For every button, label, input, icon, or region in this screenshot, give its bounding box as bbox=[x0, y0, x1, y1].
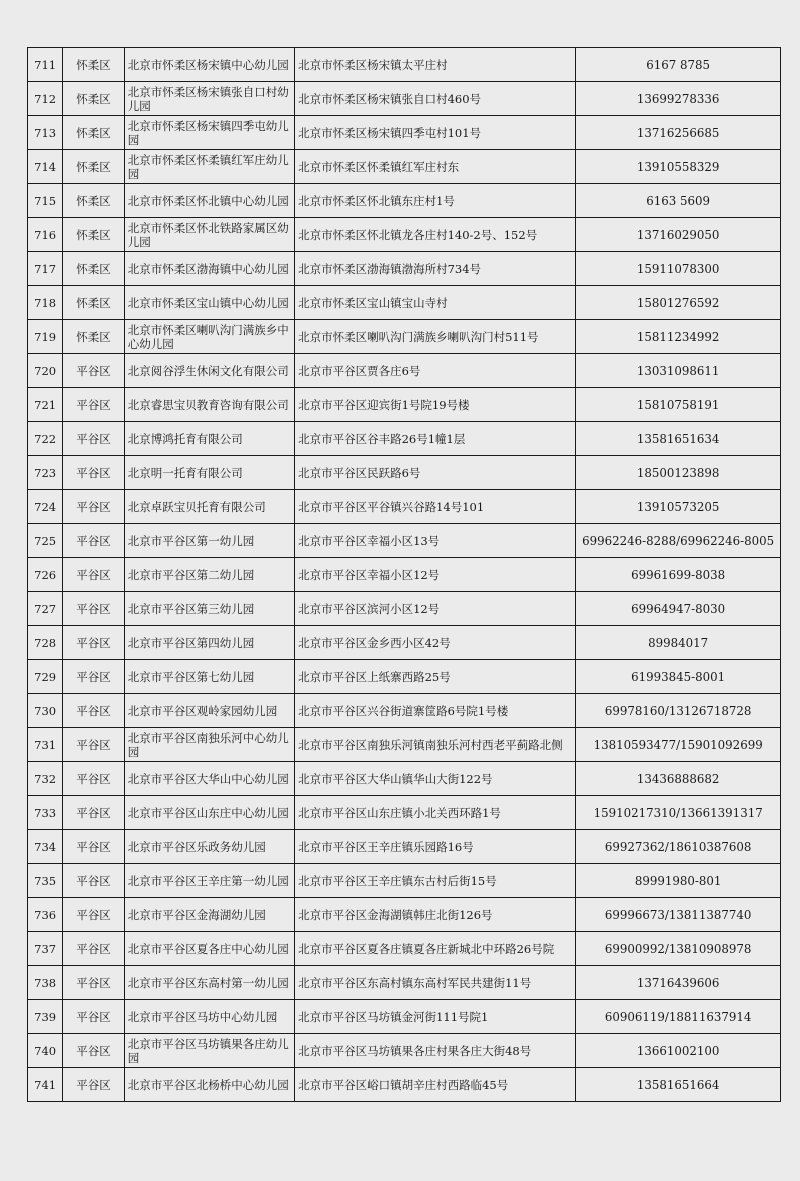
kindergarten-name-cell: 北京市怀柔区杨宋镇张自口村幼儿园 bbox=[124, 82, 294, 116]
address-cell: 北京市平谷区谷丰路26号1幢1层 bbox=[295, 422, 576, 456]
row-number: 739 bbox=[28, 1000, 63, 1034]
phone-cell: 69962246-8288/69962246-8005 bbox=[576, 524, 781, 558]
kindergarten-name-cell: 北京市平谷区马坊镇果各庄幼儿园 bbox=[124, 1034, 294, 1068]
table-row bbox=[28, 320, 781, 354]
row-number: 717 bbox=[28, 252, 63, 286]
phone-cell: 89984017 bbox=[576, 626, 781, 660]
table-row bbox=[28, 524, 781, 558]
table-row bbox=[28, 116, 781, 150]
kindergarten-name-cell: 北京市平谷区第二幼儿园 bbox=[124, 558, 294, 592]
phone-cell: 69961699-8038 bbox=[576, 558, 781, 592]
kindergarten-name-cell: 北京市平谷区马坊中心幼儿园 bbox=[124, 1000, 294, 1034]
phone-cell: 13031098611 bbox=[576, 354, 781, 388]
row-number: 713 bbox=[28, 116, 63, 150]
phone-cell: 13716256685 bbox=[576, 116, 781, 150]
district-cell: 平谷区 bbox=[63, 626, 124, 660]
district-cell: 平谷区 bbox=[63, 558, 124, 592]
kindergarten-name-cell: 北京市怀柔区宝山镇中心幼儿园 bbox=[124, 286, 294, 320]
address-cell: 北京市平谷区金海湖镇韩庄北街126号 bbox=[295, 898, 576, 932]
address-cell: 北京市平谷区金乡西小区42号 bbox=[295, 626, 576, 660]
kindergarten-name-cell: 北京市平谷区乐政务幼儿园 bbox=[124, 830, 294, 864]
address-cell: 北京市怀柔区杨宋镇太平庄村 bbox=[295, 48, 576, 82]
table-row bbox=[28, 966, 781, 1000]
row-number: 738 bbox=[28, 966, 63, 1000]
table-row bbox=[28, 660, 781, 694]
address-cell: 北京市平谷区马坊镇果各庄村果各庄大街48号 bbox=[295, 1034, 576, 1068]
row-number: 731 bbox=[28, 728, 63, 762]
kindergarten-name-cell: 北京市平谷区第四幼儿园 bbox=[124, 626, 294, 660]
kindergarten-name-cell: 北京市怀柔区喇叭沟门满族乡中心幼儿园 bbox=[124, 320, 294, 354]
phone-cell: 13699278336 bbox=[576, 82, 781, 116]
district-cell: 平谷区 bbox=[63, 694, 124, 728]
phone-cell: 15811234992 bbox=[576, 320, 781, 354]
table-row bbox=[28, 864, 781, 898]
row-number: 716 bbox=[28, 218, 63, 252]
district-cell: 平谷区 bbox=[63, 898, 124, 932]
address-cell: 北京市平谷区南独乐河镇南独乐河村西老平蓟路北侧 bbox=[295, 728, 576, 762]
kindergarten-name-cell: 北京市怀柔区怀柔镇红军庄幼儿园 bbox=[124, 150, 294, 184]
row-number: 726 bbox=[28, 558, 63, 592]
row-number: 711 bbox=[28, 48, 63, 82]
phone-cell: 69996673/13811387740 bbox=[576, 898, 781, 932]
district-cell: 平谷区 bbox=[63, 1034, 124, 1068]
table-row bbox=[28, 762, 781, 796]
row-number: 714 bbox=[28, 150, 63, 184]
district-cell: 平谷区 bbox=[63, 456, 124, 490]
table-row bbox=[28, 830, 781, 864]
kindergarten-name-cell: 北京市平谷区观岭家园幼儿园 bbox=[124, 694, 294, 728]
address-cell: 北京市平谷区幸福小区12号 bbox=[295, 558, 576, 592]
address-cell: 北京市平谷区迎宾街1号院19号楼 bbox=[295, 388, 576, 422]
address-cell: 北京市怀柔区怀北镇龙各庄村140-2号、152号 bbox=[295, 218, 576, 252]
kindergarten-name-cell: 北京市平谷区南独乐河中心幼儿园 bbox=[124, 728, 294, 762]
address-cell: 北京市平谷区马坊镇金河街111号院1 bbox=[295, 1000, 576, 1034]
row-number: 712 bbox=[28, 82, 63, 116]
kindergarten-name-cell: 北京睿思宝贝教育咨询有限公司 bbox=[124, 388, 294, 422]
table-row bbox=[28, 1000, 781, 1034]
address-cell: 北京市怀柔区渤海镇渤海所村734号 bbox=[295, 252, 576, 286]
kindergarten-name-cell: 北京市平谷区东高村第一幼儿园 bbox=[124, 966, 294, 1000]
address-cell: 北京市怀柔区喇叭沟门满族乡喇叭沟门村511号 bbox=[295, 320, 576, 354]
district-cell: 怀柔区 bbox=[63, 82, 124, 116]
table-row bbox=[28, 558, 781, 592]
kindergarten-name-cell: 北京市平谷区大华山中心幼儿园 bbox=[124, 762, 294, 796]
table-row bbox=[28, 82, 781, 116]
table-body bbox=[28, 48, 781, 1102]
district-cell: 怀柔区 bbox=[63, 150, 124, 184]
phone-cell: 18500123898 bbox=[576, 456, 781, 490]
table-row bbox=[28, 592, 781, 626]
address-cell: 北京市平谷区大华山镇华山大街122号 bbox=[295, 762, 576, 796]
address-cell: 北京市平谷区滨河小区12号 bbox=[295, 592, 576, 626]
district-cell: 平谷区 bbox=[63, 490, 124, 524]
row-number: 715 bbox=[28, 184, 63, 218]
table-row bbox=[28, 286, 781, 320]
address-cell: 北京市平谷区贾各庄6号 bbox=[295, 354, 576, 388]
row-number: 729 bbox=[28, 660, 63, 694]
district-cell: 平谷区 bbox=[63, 524, 124, 558]
district-cell: 平谷区 bbox=[63, 422, 124, 456]
district-cell: 平谷区 bbox=[63, 796, 124, 830]
phone-cell: 69927362/18610387608 bbox=[576, 830, 781, 864]
row-number: 719 bbox=[28, 320, 63, 354]
district-cell: 平谷区 bbox=[63, 728, 124, 762]
row-number: 733 bbox=[28, 796, 63, 830]
table-row bbox=[28, 252, 781, 286]
row-number: 741 bbox=[28, 1068, 63, 1102]
row-number: 727 bbox=[28, 592, 63, 626]
address-cell: 北京市平谷区峪口镇胡辛庄村西路临45号 bbox=[295, 1068, 576, 1102]
kindergarten-name-cell: 北京市平谷区北杨桥中心幼儿园 bbox=[124, 1068, 294, 1102]
district-cell: 怀柔区 bbox=[63, 252, 124, 286]
phone-cell: 13810593477/15901092699 bbox=[576, 728, 781, 762]
district-cell: 平谷区 bbox=[63, 660, 124, 694]
row-number: 735 bbox=[28, 864, 63, 898]
kindergarten-name-cell: 北京市平谷区第一幼儿园 bbox=[124, 524, 294, 558]
row-number: 732 bbox=[28, 762, 63, 796]
address-cell: 北京市平谷区王辛庄镇乐园路16号 bbox=[295, 830, 576, 864]
phone-cell: 13716029050 bbox=[576, 218, 781, 252]
phone-cell: 13716439606 bbox=[576, 966, 781, 1000]
phone-cell: 15810758191 bbox=[576, 388, 781, 422]
table-row bbox=[28, 796, 781, 830]
kindergarten-table bbox=[27, 47, 781, 1102]
row-number: 740 bbox=[28, 1034, 63, 1068]
address-cell: 北京市怀柔区怀柔镇红军庄村东 bbox=[295, 150, 576, 184]
table-row bbox=[28, 1034, 781, 1068]
table-row bbox=[28, 388, 781, 422]
kindergarten-name-cell: 北京博鸿托育有限公司 bbox=[124, 422, 294, 456]
kindergarten-name-cell: 北京市怀柔区杨宋镇四季屯幼儿园 bbox=[124, 116, 294, 150]
address-cell: 北京市平谷区兴谷街道寨筐路6号院1号楼 bbox=[295, 694, 576, 728]
address-cell: 北京市怀柔区杨宋镇四季屯村101号 bbox=[295, 116, 576, 150]
kindergarten-name-cell: 北京市平谷区第七幼儿园 bbox=[124, 660, 294, 694]
district-cell: 怀柔区 bbox=[63, 184, 124, 218]
phone-cell: 13436888682 bbox=[576, 762, 781, 796]
district-cell: 平谷区 bbox=[63, 388, 124, 422]
phone-cell: 89991980-801 bbox=[576, 864, 781, 898]
table-row bbox=[28, 354, 781, 388]
row-number: 737 bbox=[28, 932, 63, 966]
district-cell: 怀柔区 bbox=[63, 48, 124, 82]
address-cell: 北京市平谷区山东庄镇小北关西环路1号 bbox=[295, 796, 576, 830]
kindergarten-name-cell: 北京市怀柔区渤海镇中心幼儿园 bbox=[124, 252, 294, 286]
kindergarten-name-cell: 北京市怀柔区杨宋镇中心幼儿园 bbox=[124, 48, 294, 82]
district-cell: 怀柔区 bbox=[63, 116, 124, 150]
row-number: 718 bbox=[28, 286, 63, 320]
address-cell: 北京市平谷区民跃路6号 bbox=[295, 456, 576, 490]
phone-cell: 69964947-8030 bbox=[576, 592, 781, 626]
table-row bbox=[28, 1068, 781, 1102]
address-cell: 北京市平谷区王辛庄镇东古村后街15号 bbox=[295, 864, 576, 898]
row-number: 725 bbox=[28, 524, 63, 558]
phone-cell: 61993845-8001 bbox=[576, 660, 781, 694]
row-number: 730 bbox=[28, 694, 63, 728]
phone-cell: 13910573205 bbox=[576, 490, 781, 524]
phone-cell: 15801276592 bbox=[576, 286, 781, 320]
phone-cell: 15911078300 bbox=[576, 252, 781, 286]
kindergarten-name-cell: 北京卓跃宝贝托育有限公司 bbox=[124, 490, 294, 524]
district-cell: 平谷区 bbox=[63, 1068, 124, 1102]
kindergarten-name-cell: 北京市怀柔区怀北铁路家属区幼儿园 bbox=[124, 218, 294, 252]
phone-cell: 13581651664 bbox=[576, 1068, 781, 1102]
district-cell: 平谷区 bbox=[63, 762, 124, 796]
kindergarten-name-cell: 北京阅谷浮生休闲文化有限公司 bbox=[124, 354, 294, 388]
district-cell: 怀柔区 bbox=[63, 218, 124, 252]
table-row bbox=[28, 150, 781, 184]
row-number: 736 bbox=[28, 898, 63, 932]
district-cell: 平谷区 bbox=[63, 966, 124, 1000]
table-row bbox=[28, 898, 781, 932]
kindergarten-name-cell: 北京市平谷区山东庄中心幼儿园 bbox=[124, 796, 294, 830]
address-cell: 北京市平谷区平谷镇兴谷路14号101 bbox=[295, 490, 576, 524]
district-cell: 怀柔区 bbox=[63, 320, 124, 354]
district-cell: 平谷区 bbox=[63, 354, 124, 388]
phone-cell: 60906119/18811637914 bbox=[576, 1000, 781, 1034]
table-row bbox=[28, 184, 781, 218]
address-cell: 北京市怀柔区杨宋镇张自口村460号 bbox=[295, 82, 576, 116]
address-cell: 北京市怀柔区怀北镇东庄村1号 bbox=[295, 184, 576, 218]
phone-cell: 15910217310/13661391317 bbox=[576, 796, 781, 830]
district-cell: 怀柔区 bbox=[63, 286, 124, 320]
phone-cell: 69900992/13810908978 bbox=[576, 932, 781, 966]
kindergarten-name-cell: 北京市怀柔区怀北镇中心幼儿园 bbox=[124, 184, 294, 218]
table-row bbox=[28, 626, 781, 660]
table-row bbox=[28, 932, 781, 966]
table-row bbox=[28, 48, 781, 82]
row-number: 723 bbox=[28, 456, 63, 490]
row-number: 722 bbox=[28, 422, 63, 456]
kindergarten-name-cell: 北京市平谷区夏各庄中心幼儿园 bbox=[124, 932, 294, 966]
address-cell: 北京市平谷区幸福小区13号 bbox=[295, 524, 576, 558]
row-number: 724 bbox=[28, 490, 63, 524]
table-row bbox=[28, 422, 781, 456]
district-cell: 平谷区 bbox=[63, 830, 124, 864]
phone-cell: 6163 5609 bbox=[576, 184, 781, 218]
district-cell: 平谷区 bbox=[63, 592, 124, 626]
kindergarten-name-cell: 北京明一托育有限公司 bbox=[124, 456, 294, 490]
kindergarten-name-cell: 北京市平谷区金海湖幼儿园 bbox=[124, 898, 294, 932]
phone-cell: 13661002100 bbox=[576, 1034, 781, 1068]
row-number: 721 bbox=[28, 388, 63, 422]
table-row bbox=[28, 456, 781, 490]
phone-cell: 6167 8785 bbox=[576, 48, 781, 82]
row-number: 728 bbox=[28, 626, 63, 660]
phone-cell: 13581651634 bbox=[576, 422, 781, 456]
row-number: 720 bbox=[28, 354, 63, 388]
district-cell: 平谷区 bbox=[63, 932, 124, 966]
table-row bbox=[28, 728, 781, 762]
kindergarten-name-cell: 北京市平谷区王辛庄第一幼儿园 bbox=[124, 864, 294, 898]
district-cell: 平谷区 bbox=[63, 864, 124, 898]
table-row bbox=[28, 694, 781, 728]
table-row bbox=[28, 218, 781, 252]
address-cell: 北京市平谷区上纸寨西路25号 bbox=[295, 660, 576, 694]
table-row bbox=[28, 490, 781, 524]
address-cell: 北京市怀柔区宝山镇宝山寺村 bbox=[295, 286, 576, 320]
phone-cell: 69978160/13126718728 bbox=[576, 694, 781, 728]
district-cell: 平谷区 bbox=[63, 1000, 124, 1034]
phone-cell: 13910558329 bbox=[576, 150, 781, 184]
address-cell: 北京市平谷区东高村镇东高村军民共建街11号 bbox=[295, 966, 576, 1000]
address-cell: 北京市平谷区夏各庄镇夏各庄新城北中环路26号院 bbox=[295, 932, 576, 966]
row-number: 734 bbox=[28, 830, 63, 864]
kindergarten-name-cell: 北京市平谷区第三幼儿园 bbox=[124, 592, 294, 626]
